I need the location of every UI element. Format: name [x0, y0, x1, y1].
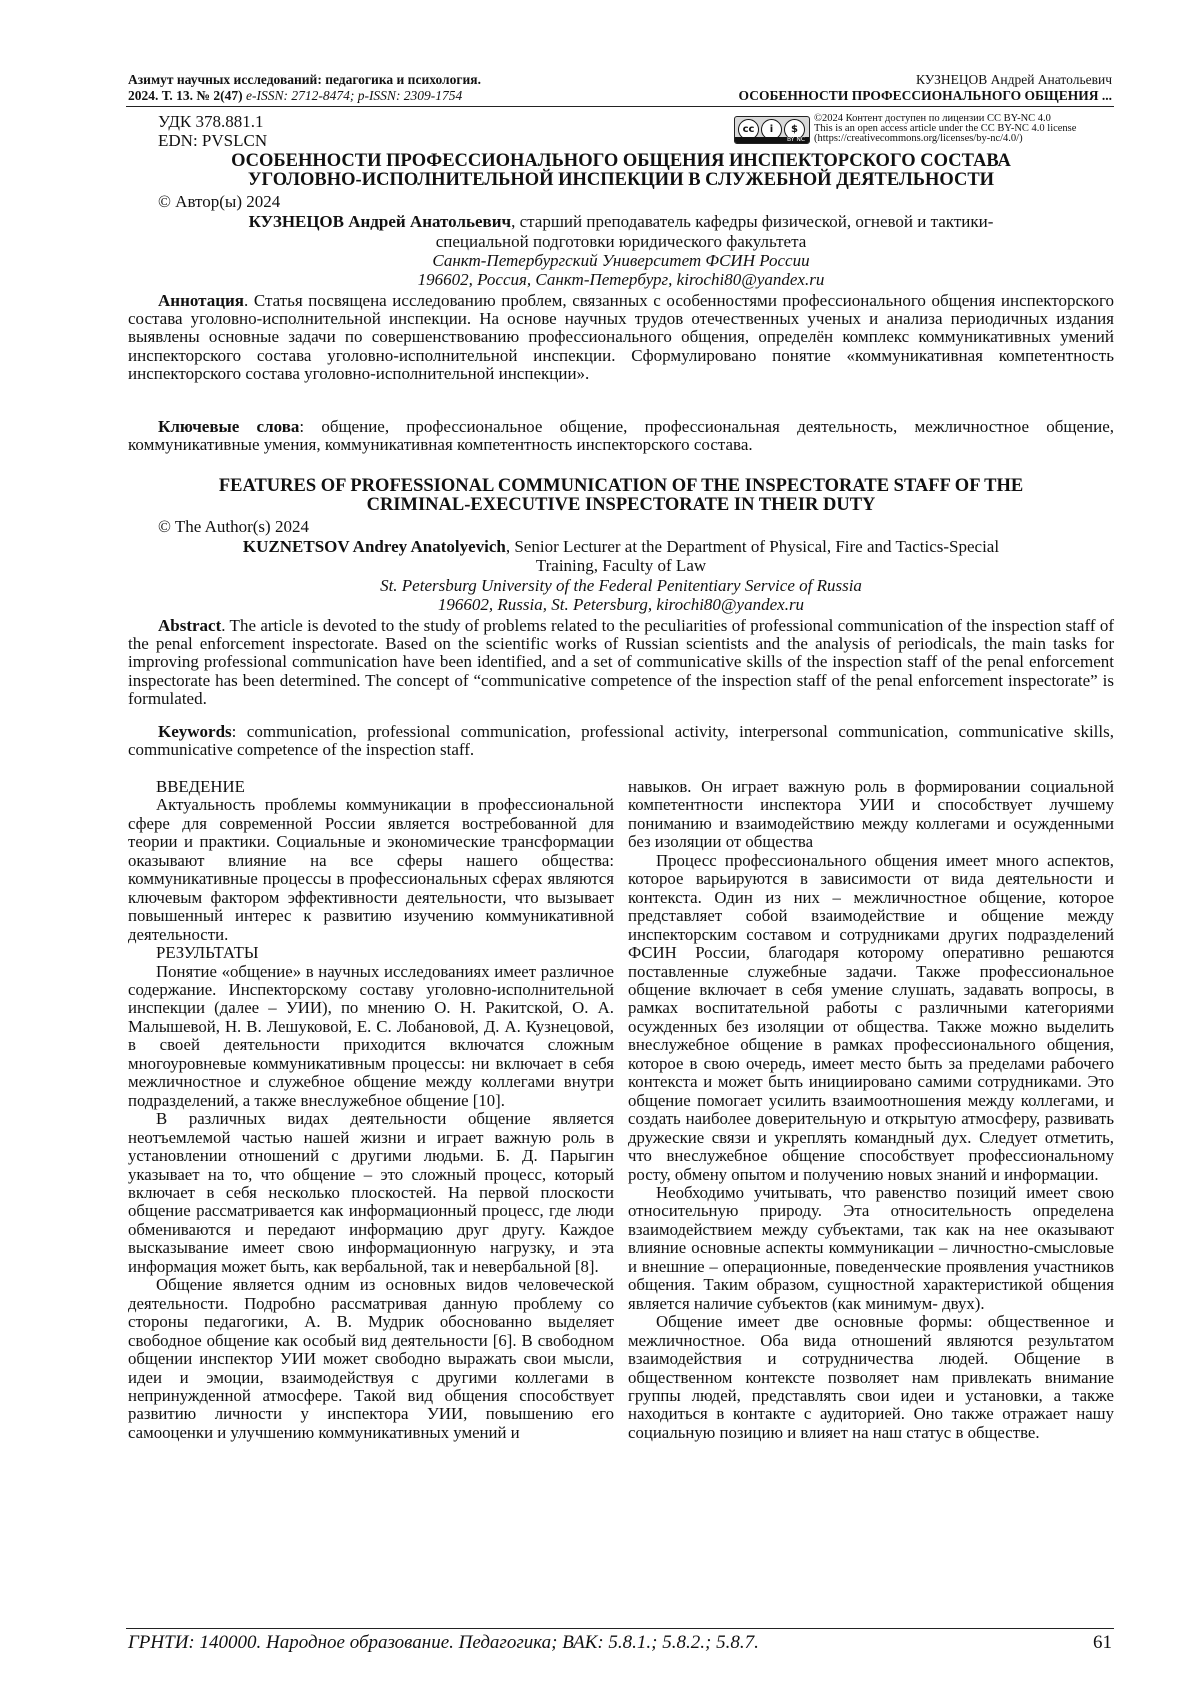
- paragraph: Процесс профессионального общения имеет много аспектов, которое варьируются в зависимости от вида деятельности и контекста. Один из них – межличностное общение, которое представляет собой взаимодействие и общение между инспекторским составом и сотрудниками других подразделений ФСИН России, благодаря которому оперативно решаются поставленные служебные задачи. Также профессиональное общение включает в себя умение слушать, задавать вопросы, в рамках воспитательной работы с различными категориями осужденных без изоляции от общества. Также можно выделить внеслужебное общение в рамках профессионального общения, которое в свою очередь, имеет место быть за пределами рабочего контекста и может быть инициировано самими сотрудниками. Это общение помогает усилить взаимоотношения между коллегами, и создать наиболее доверительную и открытую атмосферу, развивать дружеские связи и укреплять командный дух. Следует отметить, что внеслужебное общение способствует профессиональному росту, обмену опытом и получению новых знаний и информации.: [628, 850, 1114, 1184]
- running-header-left: [128, 72, 648, 104]
- address-ru: 196602, Россия, Санкт-Петербург, kirochi80@yandex.ru: [417, 270, 825, 289]
- title-ru: [128, 152, 1114, 190]
- nc-dollar-icon: $: [784, 119, 805, 140]
- license-line-ru: ©2024 Контент доступен по лицензии CC BY-NC 4.0: [814, 113, 1051, 124]
- journal-name: Азимут научных исследований: педагогика и психология.: [128, 72, 481, 87]
- keywords-label-ru: Ключевые слова: [158, 417, 300, 436]
- abstract-label-ru: Аннотация: [158, 291, 244, 310]
- issn: e-ISSN: 2712-8474; p-ISSN: 2309-1754: [245, 88, 463, 103]
- cc-license-badge: [734, 116, 810, 144]
- abstract-text-ru: . Статья посвящена исследованию проблем, связанных с особенностями профессионального общения инспекторского состава уголовно-исполнительной инспекции. На основе научных трудов отечественных ученых и анализа периодичных издания выявлены основные задачи по совершенствованию профессионального общения, определён комплекс коммуникативных умений инспекторского состава уголовно-исполнительной инспекции. Сформулировано понятие «коммуникативная компетентность инспекторского состава уголовно-исполнительной инспекции».: [128, 291, 1114, 383]
- cc-icon: cc: [738, 119, 759, 140]
- header-rule: [126, 106, 1114, 107]
- address-en: 196602, Russia, St. Petersburg, kirochi80@yandex.ru: [437, 595, 805, 614]
- keywords-en: [128, 723, 1114, 759]
- paragraph: Общение имеет две основные формы: общественное и межличностное. Оба вида отношений являются результатом взаимодействия и сотрудничества людей. Общение в общественном контексте позволяет нам привлекать внимание группы людей, представлять свои идеи и установки, а также находиться в контакте с аудиторией. Оно также отражает нашу социальную позицию и влияет на наш статус в обществе.: [628, 1312, 1114, 1442]
- paragraph-continued: навыков. Он играет важную роль в формировании социальной компетентности инспектора УИИ и способствует лучшему пониманию и взаимодействию между коллегами и осужденными без изоляции от общества: [628, 777, 1114, 852]
- copyright-en: © The Author(s) 2024: [158, 517, 309, 536]
- title-en-line-2: CRIMINAL-EXECUTIVE INSPECTORATE IN THEIR DUTY: [366, 495, 876, 515]
- body-column-right: [628, 778, 1114, 1442]
- abstract-ru: [128, 292, 1114, 383]
- author-ru-line-1: [128, 212, 1114, 231]
- author-ru-line-2: специальной подготовки юридического факультета: [435, 232, 807, 251]
- author-name-en: KUZNETSOV Andrey Anatolyevich: [242, 537, 506, 556]
- running-title: ОСОБЕННОСТИ ПРОФЕССИОНАЛЬНОГО ОБЩЕНИЯ ...: [738, 88, 1112, 103]
- author-name-ru: КУЗНЕЦОВ Андрей Анатольевич: [248, 212, 512, 231]
- license-block: [734, 114, 1124, 144]
- edn: EDN: PVSLCN: [158, 131, 268, 150]
- keywords-text-en: : communication, professional communication, professional activity, interpersonal communication, communicative skills, communicative competence of the inspection staff.: [128, 722, 1114, 760]
- paragraph: Необходимо учитывать, что равенство позиций имеет свою относительную природу. Эта относительность определена взаимодействием между субъектами, так как на нее оказывают влияние основные аспекты коммуникации – личностно-смысловые и внешние – операционные, поведенческие проявления участников общения. Таким образом, сущностной характеристикой общения является наличие субъектов (как минимум- двух).: [628, 1182, 1114, 1313]
- keywords-text-ru: : общение, профессиональное общение, профессиональная деятельность, межличностное общение, коммуникативные умения, коммуникативная компетентность инспекторского состава.: [128, 417, 1114, 455]
- cc-badge-label: BY NC: [735, 137, 809, 143]
- abstract-label-en: Abstract: [158, 616, 222, 635]
- affiliation-ru: Санкт-Петербургский Университет ФСИН России: [432, 251, 810, 270]
- section-heading-intro: ВВЕДЕНИЕ: [156, 777, 245, 796]
- paragraph-intro: Актуальность проблемы коммуникации в профессиональной сфере для современной России является востребованной для теории и практики. Социальные и экономические трансформации оказывают влияние на все сферы нашего общества: коммуникативные процессы в профессиональных сферах являются ключевым фактором эффективности деятельности, что вызывает повышенный интерес к развитию изучению коммуникативной деятельности.: [128, 795, 614, 944]
- title-ru-line-1: ОСОБЕННОСТИ ПРОФЕССИОНАЛЬНОГО ОБЩЕНИЯ ИНСПЕКТОРСКОГО СОСТАВА: [231, 151, 1011, 171]
- page-number: 61: [1093, 1632, 1112, 1653]
- paragraph: Общение является одним из основных видов человеческой деятельности. Подробно рассматривая данную проблему со стороны педагогики, А. В. Мудрик обоснованно выделяет свободное общение как особый вид деятельности [6]. В свободном общении инспектор УИИ может свободно выражать свои мысли, идеи и эмоции, взаимодействуя с другими коллегами в непринужденной атмосфере. Такой вид общения способствует развитию личности у инспектора УИИ, повышению его самооценки и улучшению коммуникативных умений и: [128, 1275, 614, 1442]
- body-column-left: [128, 778, 614, 1442]
- license-link[interactable]: (https://creativecommons.org/licenses/by-nc/4.0/): [814, 133, 1023, 144]
- running-header-right: [592, 72, 1112, 104]
- copyright-ru: © Автор(ы) 2024: [158, 192, 281, 211]
- abstract-en: [128, 617, 1114, 708]
- issue-number: 2024. Т. 13. № 2(47): [128, 88, 243, 103]
- author-en-line-1: [128, 537, 1114, 556]
- keywords-label-en: Keywords: [158, 722, 232, 741]
- abstract-text-en: . The article is devoted to the study of problems related to the peculiarities of professional communication of the inspection staff of the penal enforcement inspectorate. Based on the scientific works of Russian scientists and the analysis of periodicals, the main tasks for improving professional communication have been identified, and a set of communicative skills of the inspection staff of the penal enforcement inspectorate has been determined. The concept of “communicative competence of the inspection staff of the penal enforcement inspectorate” is formulated.: [128, 616, 1114, 708]
- license-line-en: This is an open access article under the CC BY-NC 4.0 license: [814, 123, 1077, 134]
- paragraph: В различных видах деятельности общение является неотъемлемой частью нашей жизни и играет важную роль в установлении отношений с другими людьми. Б. Д. Парыгин указывает на то, что общение – это сложный процесс, который включает в себя несколько плоскостей. На первой плоскости общение рассматривается как информационный процесс, где люди обмениваются и передают информацию друг другу. Каждое высказывание имеет свою информационную нагрузку, и эта информация может быть, как вербальной, так и невербальной [8].: [128, 1109, 614, 1276]
- title-ru-line-2: УГОЛОВНО-ИСПОЛНИТЕЛЬНОЙ ИНСПЕКЦИИ В СЛУЖЕБНОЙ ДЕЯТЕЛЬНОСТИ: [247, 170, 995, 190]
- by-person-icon: i: [761, 119, 782, 140]
- author-position-en: , Senior Lecturer at the Department of Physical, Fire and Tactics-Special: [505, 537, 1000, 556]
- section-heading-results: РЕЗУЛЬТАТЫ: [156, 943, 259, 963]
- running-author: КУЗНЕЦОВ Андрей Анатольевич: [916, 72, 1112, 87]
- paragraph: Понятие «общение» в научных исследованиях имеет различное содержание. Инспекторскому составу уголовно-исполнительной инспекции (далее – УИИ), по мнению О. Н. Ракитской, О. А. Малышевой, Н. В. Лешуковой, Е. С. Лобановой, Д. А. Кузнецовой, в своей деятельности приходится включатся сложным многоуровневые коммуникативным процессы: ни включает в себя межличностное и служебное общение между коллегами внутри подразделений, а также внеслужебное общение [10].: [128, 961, 614, 1110]
- udk-block: [158, 112, 267, 150]
- title-en: [128, 477, 1114, 515]
- footer-rule: [126, 1628, 1114, 1629]
- issue-line: [128, 88, 648, 104]
- udk: УДК 378.881.1: [158, 112, 264, 131]
- author-en-line-2: Training, Faculty of Law: [535, 556, 707, 575]
- footer-grnti: ГРНТИ: 140000. Народное образование. Педагогика; ВАК: 5.8.1.; 5.8.2.; 5.8.7.: [128, 1632, 759, 1653]
- keywords-ru: [128, 418, 1114, 454]
- title-en-line-1: FEATURES OF PROFESSIONAL COMMUNICATION OF THE INSPECTORATE STAFF OF THE: [218, 476, 1024, 496]
- author-position-ru: , старший преподаватель кафедры физической, огневой и тактики-: [511, 212, 994, 231]
- affiliation-en: St. Petersburg University of the Federal Penitentiary Service of Russia: [380, 576, 862, 595]
- license-text: [814, 114, 1076, 144]
